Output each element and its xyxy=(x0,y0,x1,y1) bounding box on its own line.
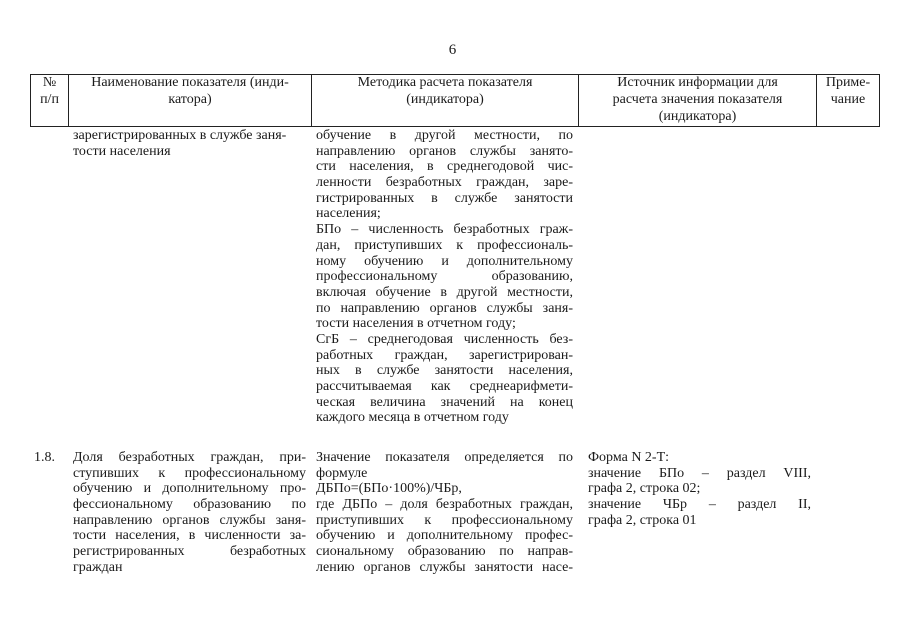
header-method-column: Методика расчета показателя (индикатора) xyxy=(357,75,533,107)
row-indicator-method: Значение показателя определяется по формуле ДБПо=(БПо·100%)/ЧБр, где ДБПо – доля безработных граждан, приступивших к профессиональному обучению и дополнительному профес- сиональному образованию по направ- лению органов службы занятости насе- xyxy=(316,450,573,575)
row-indicator-source: Форма N 2-Т: значение БПо – раздел VIII, графа 2, строка 02; значение ЧБр – раздел II, графа 2, строка 01 xyxy=(588,450,811,528)
row-indicator-name: Доля безработных граждан, при- ступивших к профессиональному обучению и дополнительному про- фессиональному образованию по направлению органов службы заня- тости населения, в численности за- регистрированных безработных граждан xyxy=(73,450,306,575)
row-continuation-name: зарегистрированных в службе заня- тости населения xyxy=(73,128,287,159)
header-note-column: Приме- чание xyxy=(825,75,871,107)
page-number: 6 xyxy=(448,42,457,58)
row-continuation-method: обучение в другой местности, по направлению органов службы занято- сти населения, в среднегодовой чис- ленности безработных граждан, заре- гистрированных в службе занятости населения; БПо – численность безработных граж- дан, приступивших к профессиональ- ному обучению и дополнительному профессиональному образованию, включая обучение в другой местности, по направлению органов службы заня- тости населения в отчетном году; СгБ – среднегодовая численность без- работных граждан, зарегистрирован- ных в службе занятости населения, рассчитываемая как среднеарифмети- ческая величина значений на конец каждого месяца в отчетном году xyxy=(316,128,573,426)
header-source-column: Источник информации для расчета значения показателя (индикатора) xyxy=(612,75,783,124)
row-number: 1.8. xyxy=(34,450,55,465)
header-number-column: № п/п xyxy=(40,75,59,107)
header-name-column: Наименование показателя (инди- катора) xyxy=(91,75,289,107)
formula: ДБПо=(БПо·100%)/ЧБр, xyxy=(316,481,462,497)
